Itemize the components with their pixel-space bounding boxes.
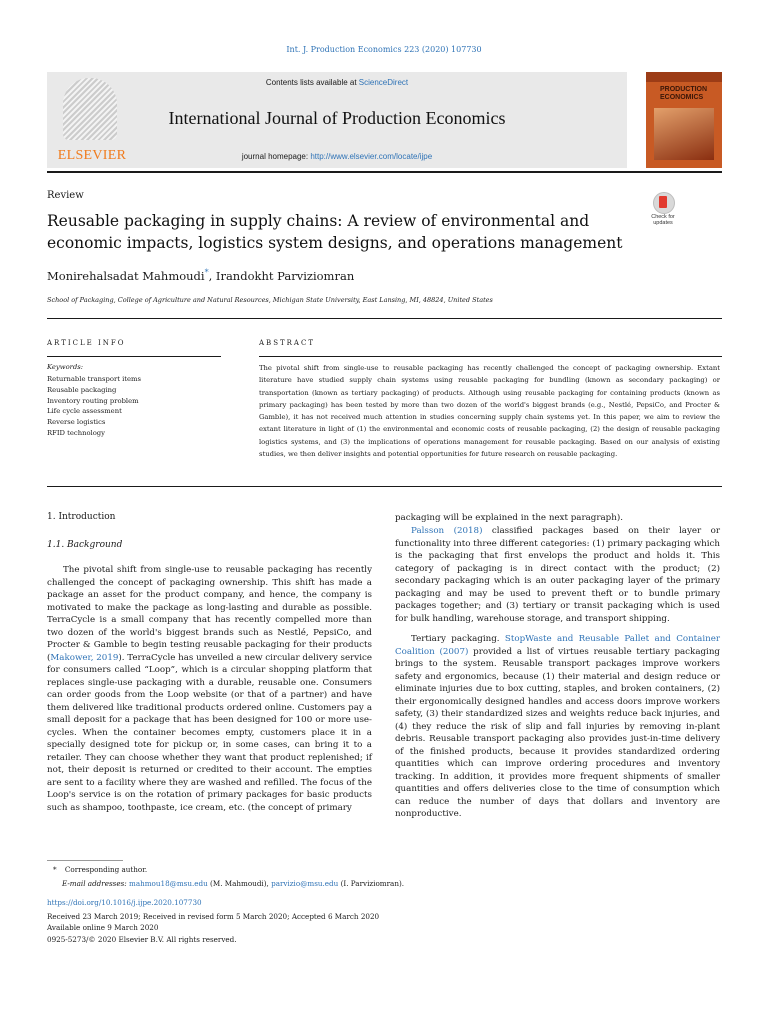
publication-history [47,911,379,945]
sciencedirect-link[interactable]: ScienceDirect [358,78,409,87]
footnote-rule [47,860,123,861]
citation-link[interactable]: StopWaste and Reusable Pallet and Container Coalition (2007) [395,634,720,657]
keywords-label: Keywords: [47,363,84,371]
abstract-heading: ABSTRACT [259,339,316,347]
email-owner: (M. Mahmoudi), [207,879,272,888]
received-dates: Received 23 March 2019; Received in revised form 5 March 2020; Accepted 6 March 2020 [47,912,380,921]
journal-title[interactable]: International Journal of Production Economics [168,108,506,128]
keyword: Inventory routing problem [47,396,139,405]
article-title: Reusable packaging in supply chains: A review of environmental and economic impacts, logistics system designs, and operations management [47,212,623,252]
keyword: Returnable transport items [47,375,141,383]
corresponding-author-mark[interactable]: * [204,268,209,277]
body-paragraph [47,564,372,814]
masthead-rule [47,171,722,173]
citation-link[interactable]: Palsson (2018) [411,526,483,536]
abstract-text: The pivotal shift from single-use to reusable packaging has recently challenged the concept of packaging ownership. Extant literature have studied supply chain systems using reusable packaging for bundling (known as secondary packaging) or transportation (known as tertiary packaging) of products. Although using reusable packaging for containing products (known as primary packaging) has been tested by more than two dozen of the world's biggest brands (e.g., Nestlé, PepsiCo, and Procter & Gamble), it has not received much attention in studies concerning supply chain systems yet. In this paper, we aim to review the extant literature in light of (1) the environmental and economic costs of reusable packaging, (2) the design of reusable packaging logistics systems, and (3) the implications of operations management for reusable packaging. Based on our analysis of existing studies, we then deliver insights and potential opportunities for future research on reusable packaging. [259,364,720,459]
keyword-list [47,374,141,439]
keyword: Reusable packaging [47,385,117,394]
keyword: Reverse logistics [47,418,106,427]
available-online-date: Available online 9 March 2020 [47,923,159,933]
author-name[interactable]: Monirehalsadat Mahmoudi [47,268,205,283]
footnote-text: Corresponding author. [64,865,148,874]
cover-banner [646,72,722,82]
contents-line [47,78,627,87]
paragraph-text: The pivotal shift from single-use to reusable packaging has recently challenged the concept of packaging ownership. This shift has made a package an asset for the product company, and hence, the company is motivated to make the package as long-lasting and durable as possible. TerraCycle is a small company that has recently compelled more than two dozen of the world's biggest brands such as Nestlé, PepsiCo, and Procter & Gamble to begin testing reusable packaging for their products ( [47,565,372,663]
email-addresses-note [62,879,404,888]
email-label: E-mail addresses: [62,879,129,888]
paragraph-text: classified packages based on their layer or functionality into three different categories: (1) primary packaging which is the packaging that first envelops the product and holds it. This category of packaging is in direct contact with the product; (2) secondary packaging which is an outer packaging layer of the primary packaging and may be used to prevent theft or to bundle primary packages together; and (3) tertiary or transit packaging which is used for bulk handling, warehouse storage, and transport shipping. [395,526,720,624]
cover-title: PRODUCTION ECONOMICS [660,86,708,101]
body-paragraph [395,633,720,821]
citation-link[interactable]: Makower, 2019 [50,652,119,663]
author-affiliation: School of Packaging, College of Agriculture and Natural Resources, Michigan State University, East Lansing, MI, 48824, United States [47,296,493,304]
section-heading: 1. Introduction [47,512,116,522]
body-paragraph-continued: packaging will be explained in the next paragraph). [395,513,623,523]
abstract-bottom-rule [47,486,722,487]
bookmark-flag-icon [659,196,667,208]
contents-prefix: Contents lists available at [265,78,359,87]
body-paragraph [395,525,720,625]
doi-link[interactable]: https://doi.org/10.1016/j.ijpe.2020.107730 [47,898,202,907]
homepage-link[interactable]: http://www.elsevier.com/locate/ijpe [310,152,433,161]
author-separator: , [208,268,216,283]
paragraph-lead: Tertiary packaging. [411,634,505,644]
subsection-heading: 1.1. Background [47,540,123,550]
article-type: Review [47,190,84,201]
author-list [47,268,354,283]
journal-homepage [47,152,627,161]
paragraph-text: ). TerraCycle has unveiled a new circular delivery service for consumers called “Loop”, which is a circular shopping platform that replaces single-use packaging with a durable, reusable one. Consumers can order goods from the Loop website (or that of a partner) and have them delivered like traditional products ordered online. Customers pay a small deposit for a package that has been designed for 100 or more use-cycles. When the container becomes empty, customers place it in a specially designed tote for pickup or, in some cases, can bring it to a retailer. They can choose whether they want that product replenished; if not, their deposit is returned or credited to their account. The empties are sent to a facility where they are washed and refilled. The focus of the Loop's service is on the rotation of primary packages for basic products such as shampoo, toothpaste, ice cream, etc. (the concept of primary [47,652,372,813]
copyright-notice: 0925-5273/© 2020 Elsevier B.V. All rights reserved. [47,934,237,944]
homepage-prefix: journal homepage: [241,152,311,161]
journal-cover-thumbnail[interactable] [646,72,722,168]
paragraph-text: provided a list of virtues reusable tertiary packaging brings to the system. Reusable transport packages improve workers safety and ergonomics, because (1) their material and design reduce or eliminate injuries due to box cutting, staples, and broken containers, (2) their ergonomically designed handles and access doors improve workers safety, (3) their standardized sizes and weights reduce back injuries, and (4) they reduce the risk of slip and fall injuries by removing in-plant debris. Reusable transport packaging also provides just-in-time delivery of the finished products, because it provides standardized ordering quantities which can improve ordering procedures and inventory tracking. In addition, it provides more frequent shipments of smaller quantities and offers deliveries close to the time of consumption which can reduce the number of days that dollars and inventory are nonproductive. [395,646,720,819]
cover-artwork [654,108,714,160]
journal-masthead [47,72,627,168]
crossmark-label: Check for updates [651,214,675,226]
keyword: RFID technology [47,428,105,437]
email-link[interactable]: parvizio@msu.edu [271,879,339,888]
check-for-updates-badge[interactable] [648,192,678,228]
abstract-rule [259,356,722,357]
affiliation-rule [47,318,722,319]
keyword: Life cycle assessment [47,407,122,416]
article-info-heading: ARTICLE INFO [47,339,126,347]
corresponding-author-note [53,865,147,874]
journal-citation[interactable]: Int. J. Production Economics 223 (2020) 107730 [286,45,482,54]
author-name[interactable]: Irandokht Parviziomran [215,268,355,283]
elsevier-wordmark: ELSEVIER [57,148,127,163]
email-link[interactable]: mahmou18@msu.edu [129,879,208,888]
email-owner: (I. Parviziomran). [338,879,405,888]
article-info-rule [47,356,221,357]
footnote-mark: * [53,865,57,874]
